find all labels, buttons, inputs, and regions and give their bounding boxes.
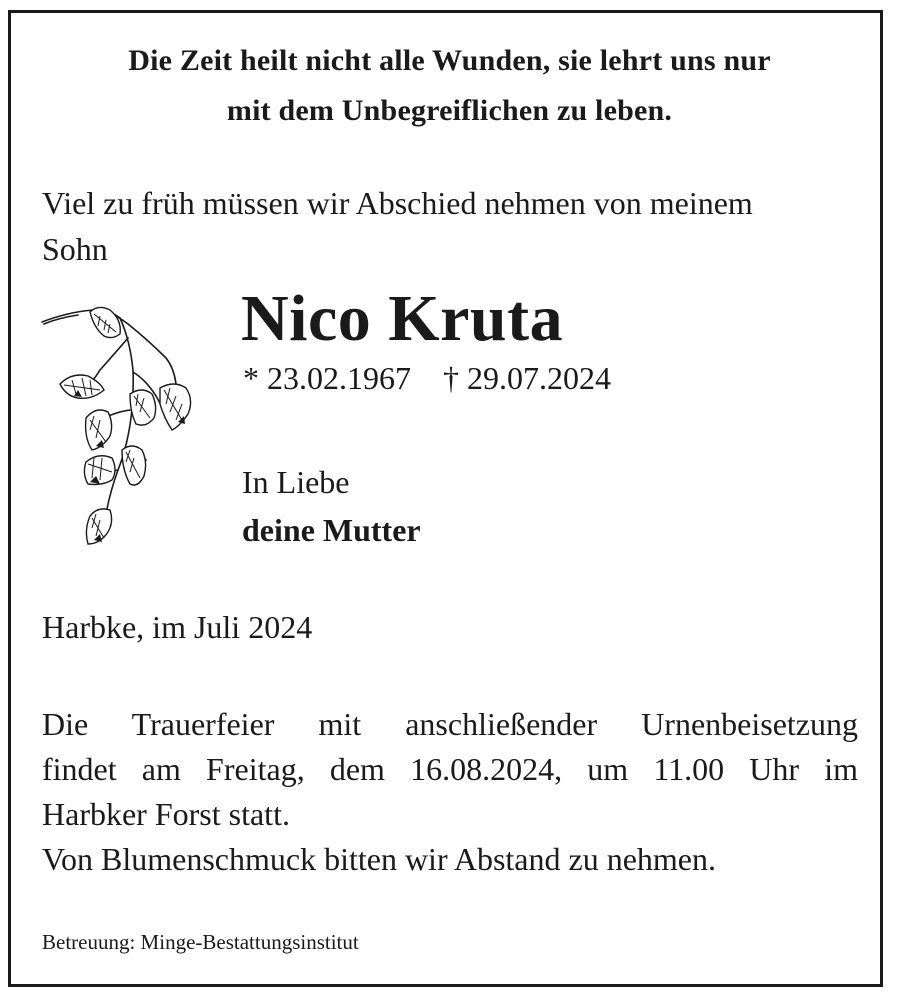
intro-text <box>42 180 753 272</box>
birch-branch-icon <box>38 300 203 552</box>
service-line-2: findet am Freitag, dem 16.08.2024, um 11.00 Uhr im <box>42 751 858 787</box>
closing-line-1: In Liebe <box>242 464 350 500</box>
closing-signature <box>242 458 421 554</box>
death-date: † 29.07.2024 <box>443 360 611 396</box>
deceased-name: Nico Kruta <box>241 282 564 355</box>
service-line-4: Von Blumenschmuck bitten wir Abstand zu nehmen. <box>42 841 716 877</box>
closing-line-2: deine Mutter <box>242 512 421 548</box>
service-line-3: Harbker Forst statt. <box>42 796 290 832</box>
service-details <box>42 702 858 882</box>
memorial-quote <box>20 36 879 136</box>
quote-line-1: Die Zeit heilt nicht alle Wunden, sie lehrt uns nur <box>128 44 771 77</box>
service-line-1: Die Trauerfeier mit anschließender Urnenbeisetzung <box>42 706 858 742</box>
quote-line-2: mit dem Unbegreiflichen zu leben. <box>226 94 673 127</box>
birth-date: * 23.02.1967 <box>243 360 411 396</box>
intro-line-2: Sohn <box>42 231 108 267</box>
intro-line-1: Viel zu früh müssen wir Abschied nehmen von meinem <box>42 185 753 221</box>
place-date: Harbke, im Juli 2024 <box>42 609 313 645</box>
life-dates <box>243 358 611 398</box>
footer-credit: Betreuung: Minge-Bestattungsinstitut <box>42 930 359 954</box>
